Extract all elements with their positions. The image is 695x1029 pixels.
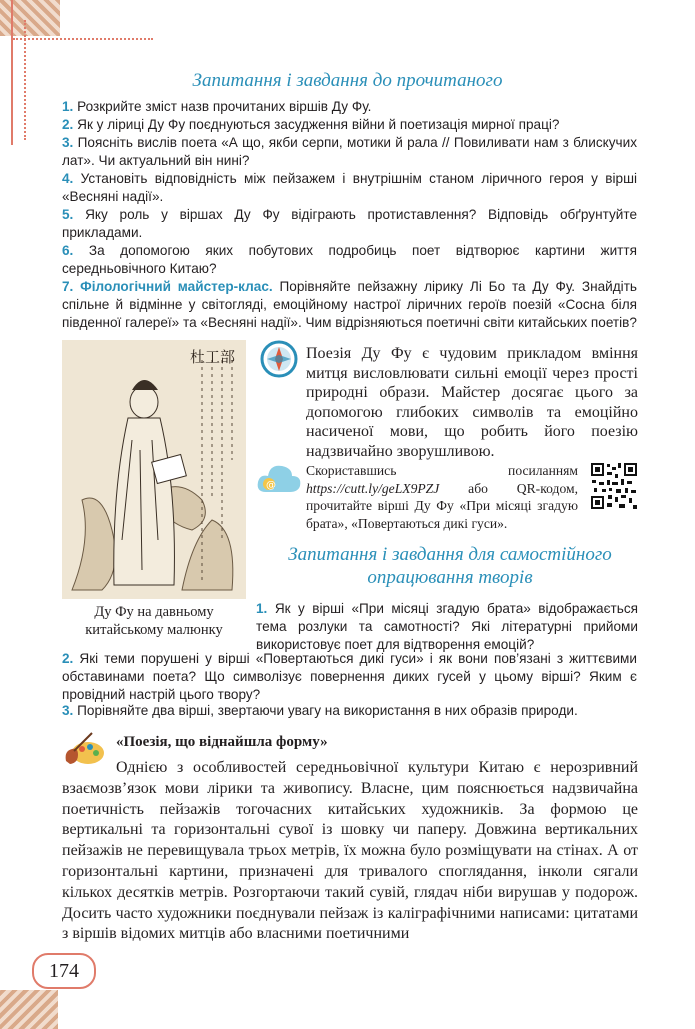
link-url[interactable]: https://cutt.ly/geLX9PZJ <box>306 480 440 496</box>
question-1 <box>62 98 637 116</box>
independent-question-1 <box>256 600 638 654</box>
question-number: 6. <box>62 243 74 258</box>
question-text: Розкрийте зміст назв прочитаних віршів Ду Фу. <box>77 99 372 114</box>
question-text: Які теми порушені у вірші «Повертаються дикі гуси» і як вони пов’язані з життєвими обставинами поета? Що символізує повернення диких гусей у цьому вірші? Яким є провідний настрій цього твору? <box>62 651 637 702</box>
question-text: Установіть відповідність між пейзажем і внутрішнім станом ліричного героя у вірші «Весняні надії». <box>62 171 637 204</box>
qr-code[interactable] <box>590 462 638 510</box>
question-number: 2. <box>62 651 74 666</box>
title-line: Запитання і завдання для самостійного <box>288 544 612 565</box>
link-intro: Скориставшись посиланням <box>306 463 578 478</box>
question-text: За допомогою яких побутових подробиць поет відтворює картини життя середньовічного Китаю? <box>62 243 637 276</box>
section-title-independent-work <box>240 543 660 589</box>
independent-question-2 <box>62 650 637 704</box>
question-5 <box>62 206 637 242</box>
corner-ornament-bottom <box>0 990 58 1029</box>
painting-inscription: 杜工部 <box>190 348 236 366</box>
link-rest: або QR-кодом, прочитайте вірші Ду Фу «При місяці згадую брата», «Повертаються дикі гуси». <box>306 480 578 531</box>
svg-text:@: @ <box>266 480 276 491</box>
corner-ornament-top <box>0 0 60 36</box>
question-6 <box>62 242 637 278</box>
section-heading: «Поезія, що віднайшла форму» <box>116 734 328 750</box>
independent-question-3 <box>62 702 637 720</box>
section-title-questions: Запитання і завдання до прочитаного <box>192 70 503 91</box>
note-paragraph: Поезія Ду Фу є чудовим прикладом вміння митця висловлювати сильні емоції через прості природні образи. Майстер досягає цього за допомогою глибоких символів та емоційно насиченої мови, що робить його поезію надзвичайно зворушливою. <box>306 345 638 460</box>
question-number: 4. <box>62 171 74 186</box>
question-3 <box>62 134 637 170</box>
question-number: 2. <box>62 117 74 132</box>
question-4 <box>62 170 637 206</box>
question-text: Порівняйте два вірші, звертаючи увагу на використання в них образів природи. <box>77 703 578 718</box>
title-line: опрацювання творів <box>367 567 533 588</box>
question-text: Поясніть вислів поета «А що, якби серпи, мотики й рала // Повиливати нам з блискучих лат». Чи актуальний він нині? <box>62 135 637 168</box>
compass-icon <box>260 340 298 378</box>
question-text: Яку роль у віршах Ду Фу відіграють протиставлення? Відповідь обґрунтуйте прикладами. <box>62 207 637 240</box>
question-2 <box>62 116 637 134</box>
task-label: 7. Філологічний майстер-клас. <box>62 279 273 294</box>
question-number: 3. <box>62 703 74 718</box>
question-number: 1. <box>62 99 74 114</box>
question-7 <box>62 278 637 332</box>
body-paragraph: Однією з особливостей середньовічної культури Китаю є нерозривний взаємозв’язок мови лірики та живопису. Власне, цим пояснюється надзвичайна поетичність пейзажів тогочасних китайських художників. За формою це вертикальні та горизонтальні сувої із шовку чи паперу. Довжина вертикальних пейзажів не перевищувала трьох метрів, їх можна було розміщувати на стінах. А от горизонтальні картини, призначені для тривалого споглядання, інколи сягали кількох десятків метрів. Розгортаючи такий сувій, глядач ніби вирушав у подорож. Досить часто художники поєднували пейзаж із каліграфічними написами: цитатами з віршів відомих митців або власними поетичними <box>62 759 638 943</box>
question-text: Порівняйте пейзажну лірику Лі Бо та Ду Фу. Знайдіть спільне й відмінне у світогляді, емоційному настрої ліричних героїв поезій «Сосна біля південної галереї» та «Весняні надії». Чим відрізняються поетичні світи китайських поетів? <box>62 279 637 330</box>
question-text: Як у вірші «При місяці згадую брата» відображається тема розлуки та самотності? Які літературні прийоми використовує поет для відтворення емоцій? <box>256 601 638 652</box>
link-paragraph <box>306 462 578 532</box>
image-caption: Ду Фу на давньому китайському малюнку <box>85 604 223 638</box>
question-number: 5. <box>62 207 74 222</box>
decorative-dotted-line <box>13 38 153 40</box>
du-fu-portrait <box>62 340 246 599</box>
page-number: 174 <box>32 953 96 989</box>
question-text: Як у ліриці Ду Фу поєднуються засудження війни й поетизація мирної праці? <box>77 117 560 132</box>
question-number: 1. <box>256 601 268 616</box>
cloud-link-icon <box>256 462 302 496</box>
question-number: 3. <box>62 135 74 150</box>
